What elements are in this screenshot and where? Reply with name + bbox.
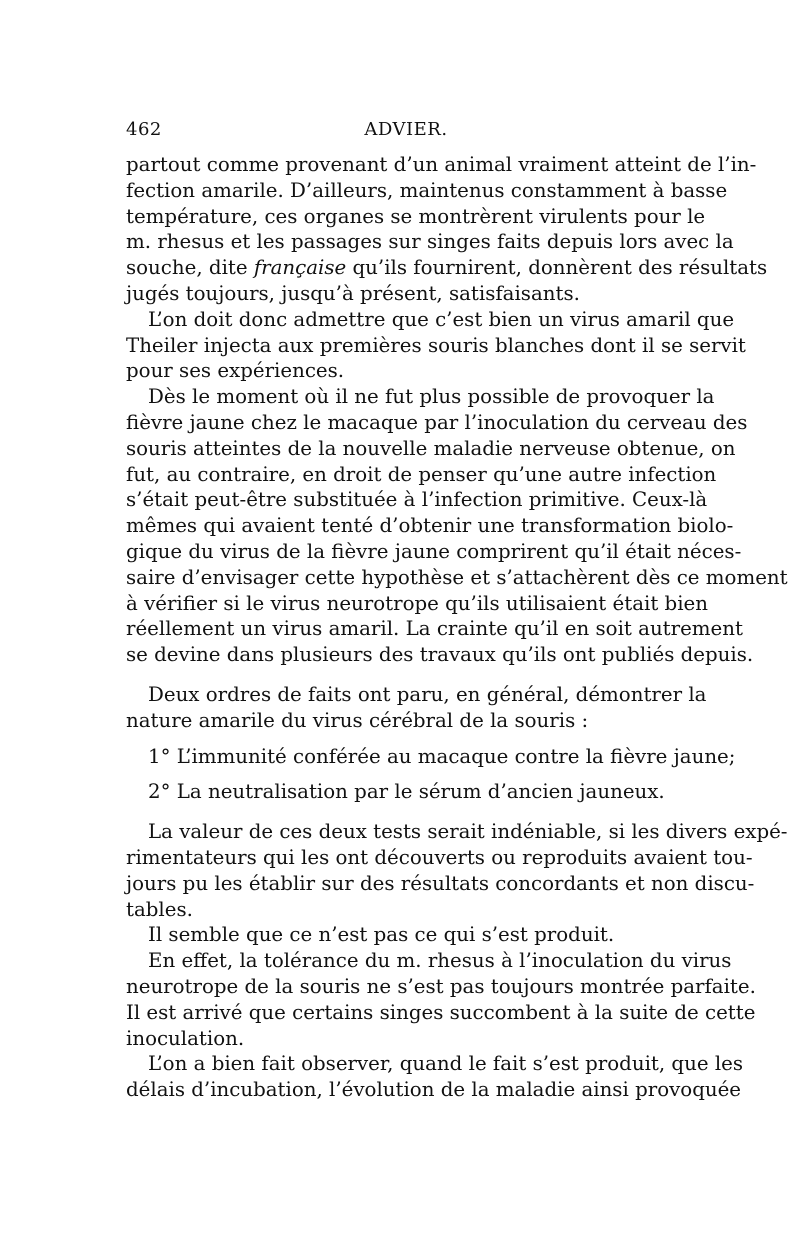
text-line: La valeur de ces deux tests serait indéniable, si les divers expé- <box>148 820 788 844</box>
text-line: En effet, la tolérance du m. rhesus à l’inoculation du virus <box>148 949 732 973</box>
text-line: Il semble que ce n’est pas ce qui s’est produit. <box>148 923 615 947</box>
text-line: se devine dans plusieurs des travaux qu’ils ont publiés depuis. <box>126 643 754 667</box>
text-line <box>126 255 768 281</box>
enumerated-list <box>126 744 736 806</box>
text-line: neurotrope de la souris ne s’est pas toujours montrée parfaite. <box>126 974 756 998</box>
text-line: à vérifier si le virus neurotrope qu’ils utilisaient était bien <box>126 591 708 615</box>
text-line: saire d’envisager cette hypothèse et s’attachèrent dès ce moment <box>126 565 788 589</box>
text-line: réellement un virus amaril. La crainte qu’il en soit autrement <box>126 617 743 641</box>
text-line: rimentateurs qui les ont découverts ou reproduits avaient tou- <box>126 845 753 869</box>
text-line: Il est arrivé que certains singes succombent à la suite de cette <box>126 1000 756 1024</box>
text-line: fièvre jaune chez le macaque par l’inoculation du cerveau des <box>126 410 748 434</box>
text-line: mêmes qui avaient tenté d’obtenir une transformation biolo- <box>126 514 734 538</box>
text-segment: qu’ils fournirent, donnèrent des résultats <box>346 256 768 280</box>
text-line: L’on doit donc admettre que c’est bien un virus amaril que <box>148 307 735 331</box>
body-text <box>126 152 788 1103</box>
paragraph-3 <box>126 384 788 668</box>
text-line: L’on a bien fait observer, quand le fait s’est produit, que les <box>148 1052 744 1076</box>
text-line: pour ses expériences. <box>126 359 345 383</box>
list-item: 1° L’immunité conférée au macaque contre la fièvre jaune; <box>148 744 736 768</box>
running-title: ADVIER. <box>364 119 448 140</box>
paragraph-7 <box>126 948 756 1051</box>
italic-word: française <box>253 256 347 280</box>
list-item: 2° La neutralisation par le sérum d’ancien jauneux. <box>148 780 665 804</box>
text-line: fut, au contraire, en droit de penser qu’une autre infection <box>126 462 717 486</box>
paragraph-1 <box>126 152 768 307</box>
text-line: délais d’incubation, l’évolution de la maladie ainsi provoquée <box>126 1078 742 1102</box>
text-line: tables. <box>126 897 193 921</box>
text-line: inoculation. <box>126 1026 245 1050</box>
text-line: Dès le moment où il ne fut plus possible de provoquer la <box>148 385 715 409</box>
text-line: souris atteintes de la nouvelle maladie nerveuse obtenue, on <box>126 436 736 460</box>
text-line: température, ces organes se montrèrent virulents pour le <box>126 204 706 228</box>
text-line: nature amarile du virus cérébral de la souris : <box>126 708 589 732</box>
text-line: jours pu les établir sur des résultats concordants et non discu- <box>126 871 755 895</box>
paragraph-8 <box>126 1051 744 1103</box>
paragraph-2 <box>126 307 746 384</box>
page-header <box>126 115 686 145</box>
text-line: gique du virus de la fièvre jaune comprirent qu’il était néces- <box>126 539 742 563</box>
text-line: Deux ordres de faits ont paru, en général, démontrer la <box>148 682 707 706</box>
text-line: s’était peut-être substituée à l’infection primitive. Ceux-là <box>126 488 708 512</box>
text-segment: souche, dite <box>126 256 254 280</box>
paragraph-5 <box>126 819 788 922</box>
paragraph-6 <box>126 922 686 948</box>
page-number: 462 <box>126 119 162 140</box>
text-line: Theiler injecta aux premières souris blanches dont il se servit <box>126 333 746 357</box>
text-line: jugés toujours, jusqu’à présent, satisfaisants. <box>126 281 580 305</box>
paragraph-4 <box>126 682 707 734</box>
text-line: partout comme provenant d’un animal vraiment atteint de l’in- <box>126 153 757 176</box>
text-line: fection amarile. D’ailleurs, maintenus constamment à basse <box>126 178 728 202</box>
text-line: m. rhesus et les passages sur singes faits depuis lors avec la <box>126 230 734 254</box>
